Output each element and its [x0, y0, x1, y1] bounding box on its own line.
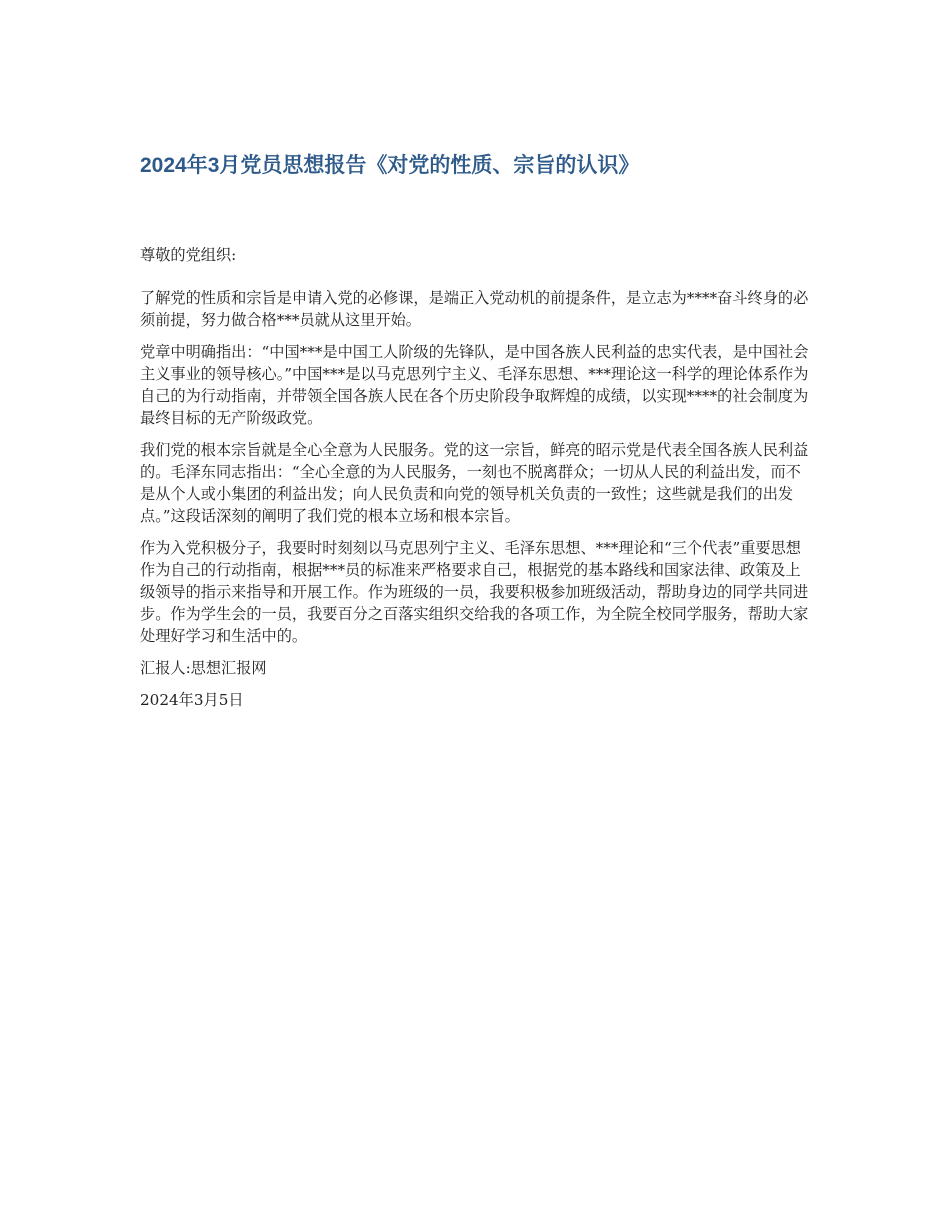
- paragraph-1: 了解党的性质和宗旨是申请入党的必修课，是端正入党动机的前提条件，是立志为****奋斗终身的必须前提，努力做合格***员就从这里开始。: [140, 289, 809, 329]
- paragraph-2: 党章中明确指出：“中国***是中国工人阶级的先锋队，是中国各族人民利益的忠实代表，是中国社会主义事业的领导核心。”中国***是以马克思列宁主义、毛泽东思想、***理论这一科学的理论体系作为自己的为行动指南，并带领全国各族人民在各个历史阶段争取辉煌的成绩，以实现****的社会制度为最终目标的无产阶级政党。: [140, 343, 809, 427]
- document-body: [140, 244, 812, 721]
- report-date: 2024年3月5日: [140, 691, 244, 709]
- reporter-line: 汇报人:思想汇报网: [140, 659, 267, 677]
- paragraph-4: 作为入党积极分子，我要时时刻刻以马克思列宁主义、毛泽东思想、***理论和“三个代表”重要思想作为自己的行动指南，根据***员的标准来严格要求自己，根据党的基本路线和国家法律、政策及上级领导的指示来指导和开展工作。作为班级的一员，我要积极参加班级活动，帮助身边的同学共同进步。作为学生会的一员，我要百分之百落实组织交给我的各项工作，为全院全校同学服务，帮助大家处理好学习和生活中的。: [140, 539, 809, 645]
- document-title: 2024年3月党员思想报告《对党的性质、宗旨的认识》: [140, 154, 640, 177]
- salutation: 尊敬的党组织:: [140, 246, 237, 264]
- paragraph-3: 我们党的根本宗旨就是全心全意为人民服务。党的这一宗旨，鲜亮的昭示党是代表全国各族人民利益的。毛泽东同志指出：“全心全意的为人民服务，一刻也不脱离群众；一切从人民的利益出发，而不是从个人或小集团的利益出发；向人民负责和向党的领导机关负责的一致性；这些就是我们的出发点。”这段话深刻的阐明了我们党的根本立场和根本宗旨。: [140, 441, 809, 525]
